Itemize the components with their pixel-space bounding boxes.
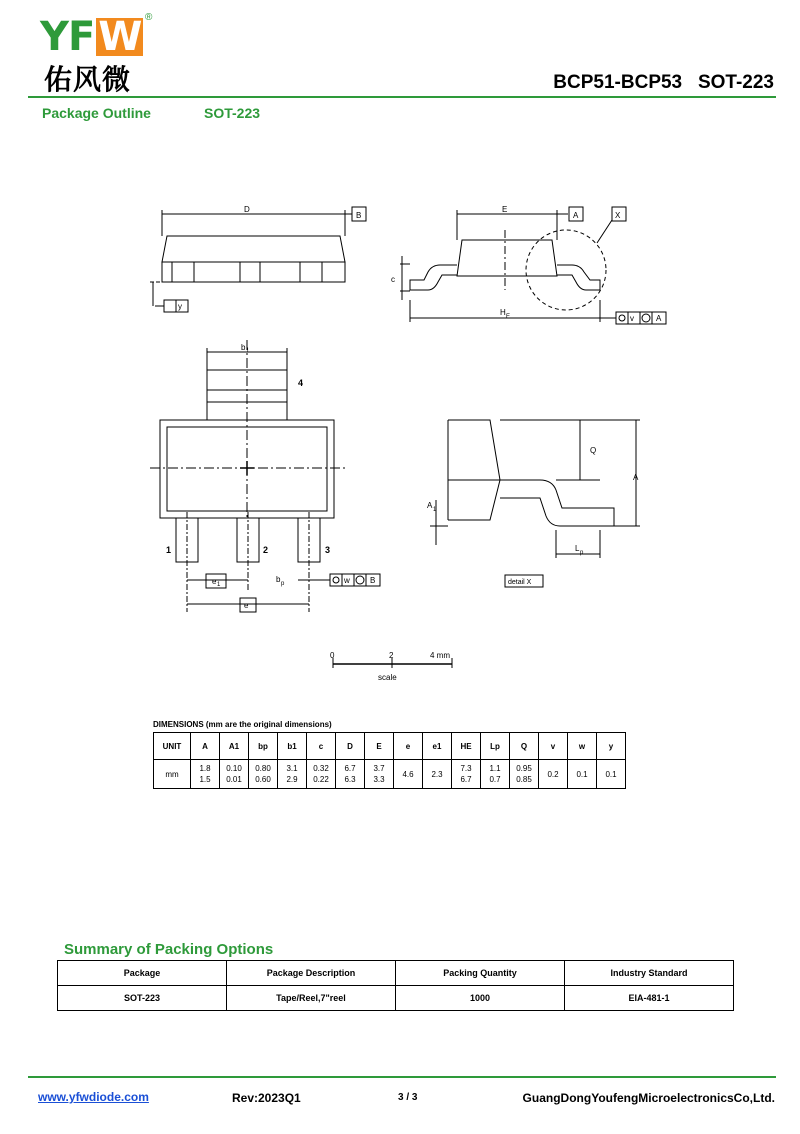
header-cell: y [597,733,626,760]
document-title: BCP51-BCP53 SOT-223 [553,72,774,93]
label-q: Q [590,446,597,455]
website-link[interactable]: www.yfwdiode.com [38,1090,149,1104]
header-cell: w [568,733,597,760]
page-number: 3 / 3 [398,1092,418,1103]
header-cell: Q [510,733,539,760]
packing-title: Summary of Packing Options [64,941,274,958]
value-cell: 3.1 2.9 [278,760,307,789]
label-e1-sub: 1 [217,582,221,588]
packing-table [57,960,734,1011]
value-cell: 3.7 3.3 [365,760,394,789]
side-view-body [162,236,345,262]
label-bp-sub: p [281,581,285,587]
detail-x-circle [526,230,606,310]
detail-x-body [448,420,500,520]
logo-chinese-name: 佑风微 [44,63,132,96]
front-view-body [457,240,557,276]
packing-cell: SOT-223 [58,986,227,1011]
value-cell: 2.3 [423,760,452,789]
header-cell: e1 [423,733,452,760]
label-w-bottom: w [344,576,350,585]
header-cell: E [365,733,394,760]
footer-divider [28,1076,776,1078]
header-cell: A1 [220,733,249,760]
packing-cell: Tape/Reel,7"reel [227,986,396,1011]
label-b: B [356,211,362,220]
label-b1: b [241,343,246,352]
label-y: y [178,302,182,311]
header-cell: e [394,733,423,760]
label-x: X [615,211,621,220]
label-a-height: A [633,473,639,482]
label-pin-3: 3 [325,545,331,555]
packing-header-cell: Packing Quantity [396,961,565,986]
header-cell: A [191,733,220,760]
label-pin-4: 4 [298,378,304,388]
company-name: GuangDongYoufengMicroelectronicsCo,Ltd. [522,1091,775,1105]
label-lp: L [575,544,580,553]
header-cell: b1 [278,733,307,760]
label-he: H [500,308,506,317]
dimensions-caption-note: (mm are the original dimensions) [203,720,332,729]
packing-header-cell: Industry Standard [565,961,734,986]
value-cell: 0.32 0.22 [307,760,336,789]
value-cell: 0.1 [568,760,597,789]
value-cell: 1.1 0.7 [481,760,510,789]
scale-caption: scale [378,673,397,682]
label-e-width: E [502,205,508,214]
value-cell: 4.6 [394,760,423,789]
value-cell: 6.7 6.3 [336,760,365,789]
header-cell: UNIT [154,733,191,760]
packing-cell: 1000 [396,986,565,1011]
package-name: SOT-223 [204,105,261,121]
unit-cell: mm [154,760,191,789]
header-cell: HE [452,733,481,760]
label-e1: e [212,577,217,586]
dimensions-table [153,732,626,789]
packing-row [58,986,734,1011]
header-cell: bp [249,733,278,760]
registered-mark: ® [145,12,153,23]
dimensions-caption [153,720,332,729]
packing-header-row [58,961,734,986]
scale-tick-2: 2 [389,651,394,660]
label-v-top: v [630,314,634,323]
packing-header-cell: Package Description [227,961,396,986]
value-cell: 7.3 6.7 [452,760,481,789]
label-pin-2: 2 [263,545,269,555]
header-cell: D [336,733,365,760]
label-detail-x: detail X [508,579,532,586]
label-a1: A [427,501,433,510]
revision: Rev:2023Q1 [232,1091,301,1105]
value-cell: 0.80 0.60 [249,760,278,789]
scale-tick-0: 0 [330,651,335,660]
logo-letters: YF [40,14,95,60]
scale-tick-4: 4 mm [430,651,450,660]
dimensions-value-row [154,760,626,789]
value-cell: 0.95 0.85 [510,760,539,789]
section-title: Package Outline [42,105,151,121]
header-cell: c [307,733,336,760]
label-a-datum: A [573,211,579,220]
value-cell: 1.8 1.5 [191,760,220,789]
value-cell: 0.2 [539,760,568,789]
label-he-sub: E [506,314,511,320]
label-b-bottom: B [370,576,376,585]
label-a-top: A [656,314,662,323]
header-cell: Lp [481,733,510,760]
label-c: c [391,275,395,284]
packing-cell: EIA-481-1 [565,986,734,1011]
label-pin-1: 1 [166,545,172,555]
value-cell: 0.10 0.01 [220,760,249,789]
label-a1-sub: 1 [433,507,437,513]
label-b1-sub: 1 [246,348,250,354]
logo-letter-box: W [98,14,142,60]
dimensions-caption-bold: DIMENSIONS [153,720,204,729]
dimensions-header-row [154,733,626,760]
label-e-pitch: e [244,601,249,610]
label-lp-sub: p [580,550,584,556]
packing-header-cell: Package [58,961,227,986]
header-cell: v [539,733,568,760]
value-cell: 0.1 [597,760,626,789]
label-d: D [244,205,250,214]
label-bp: b [276,575,281,584]
